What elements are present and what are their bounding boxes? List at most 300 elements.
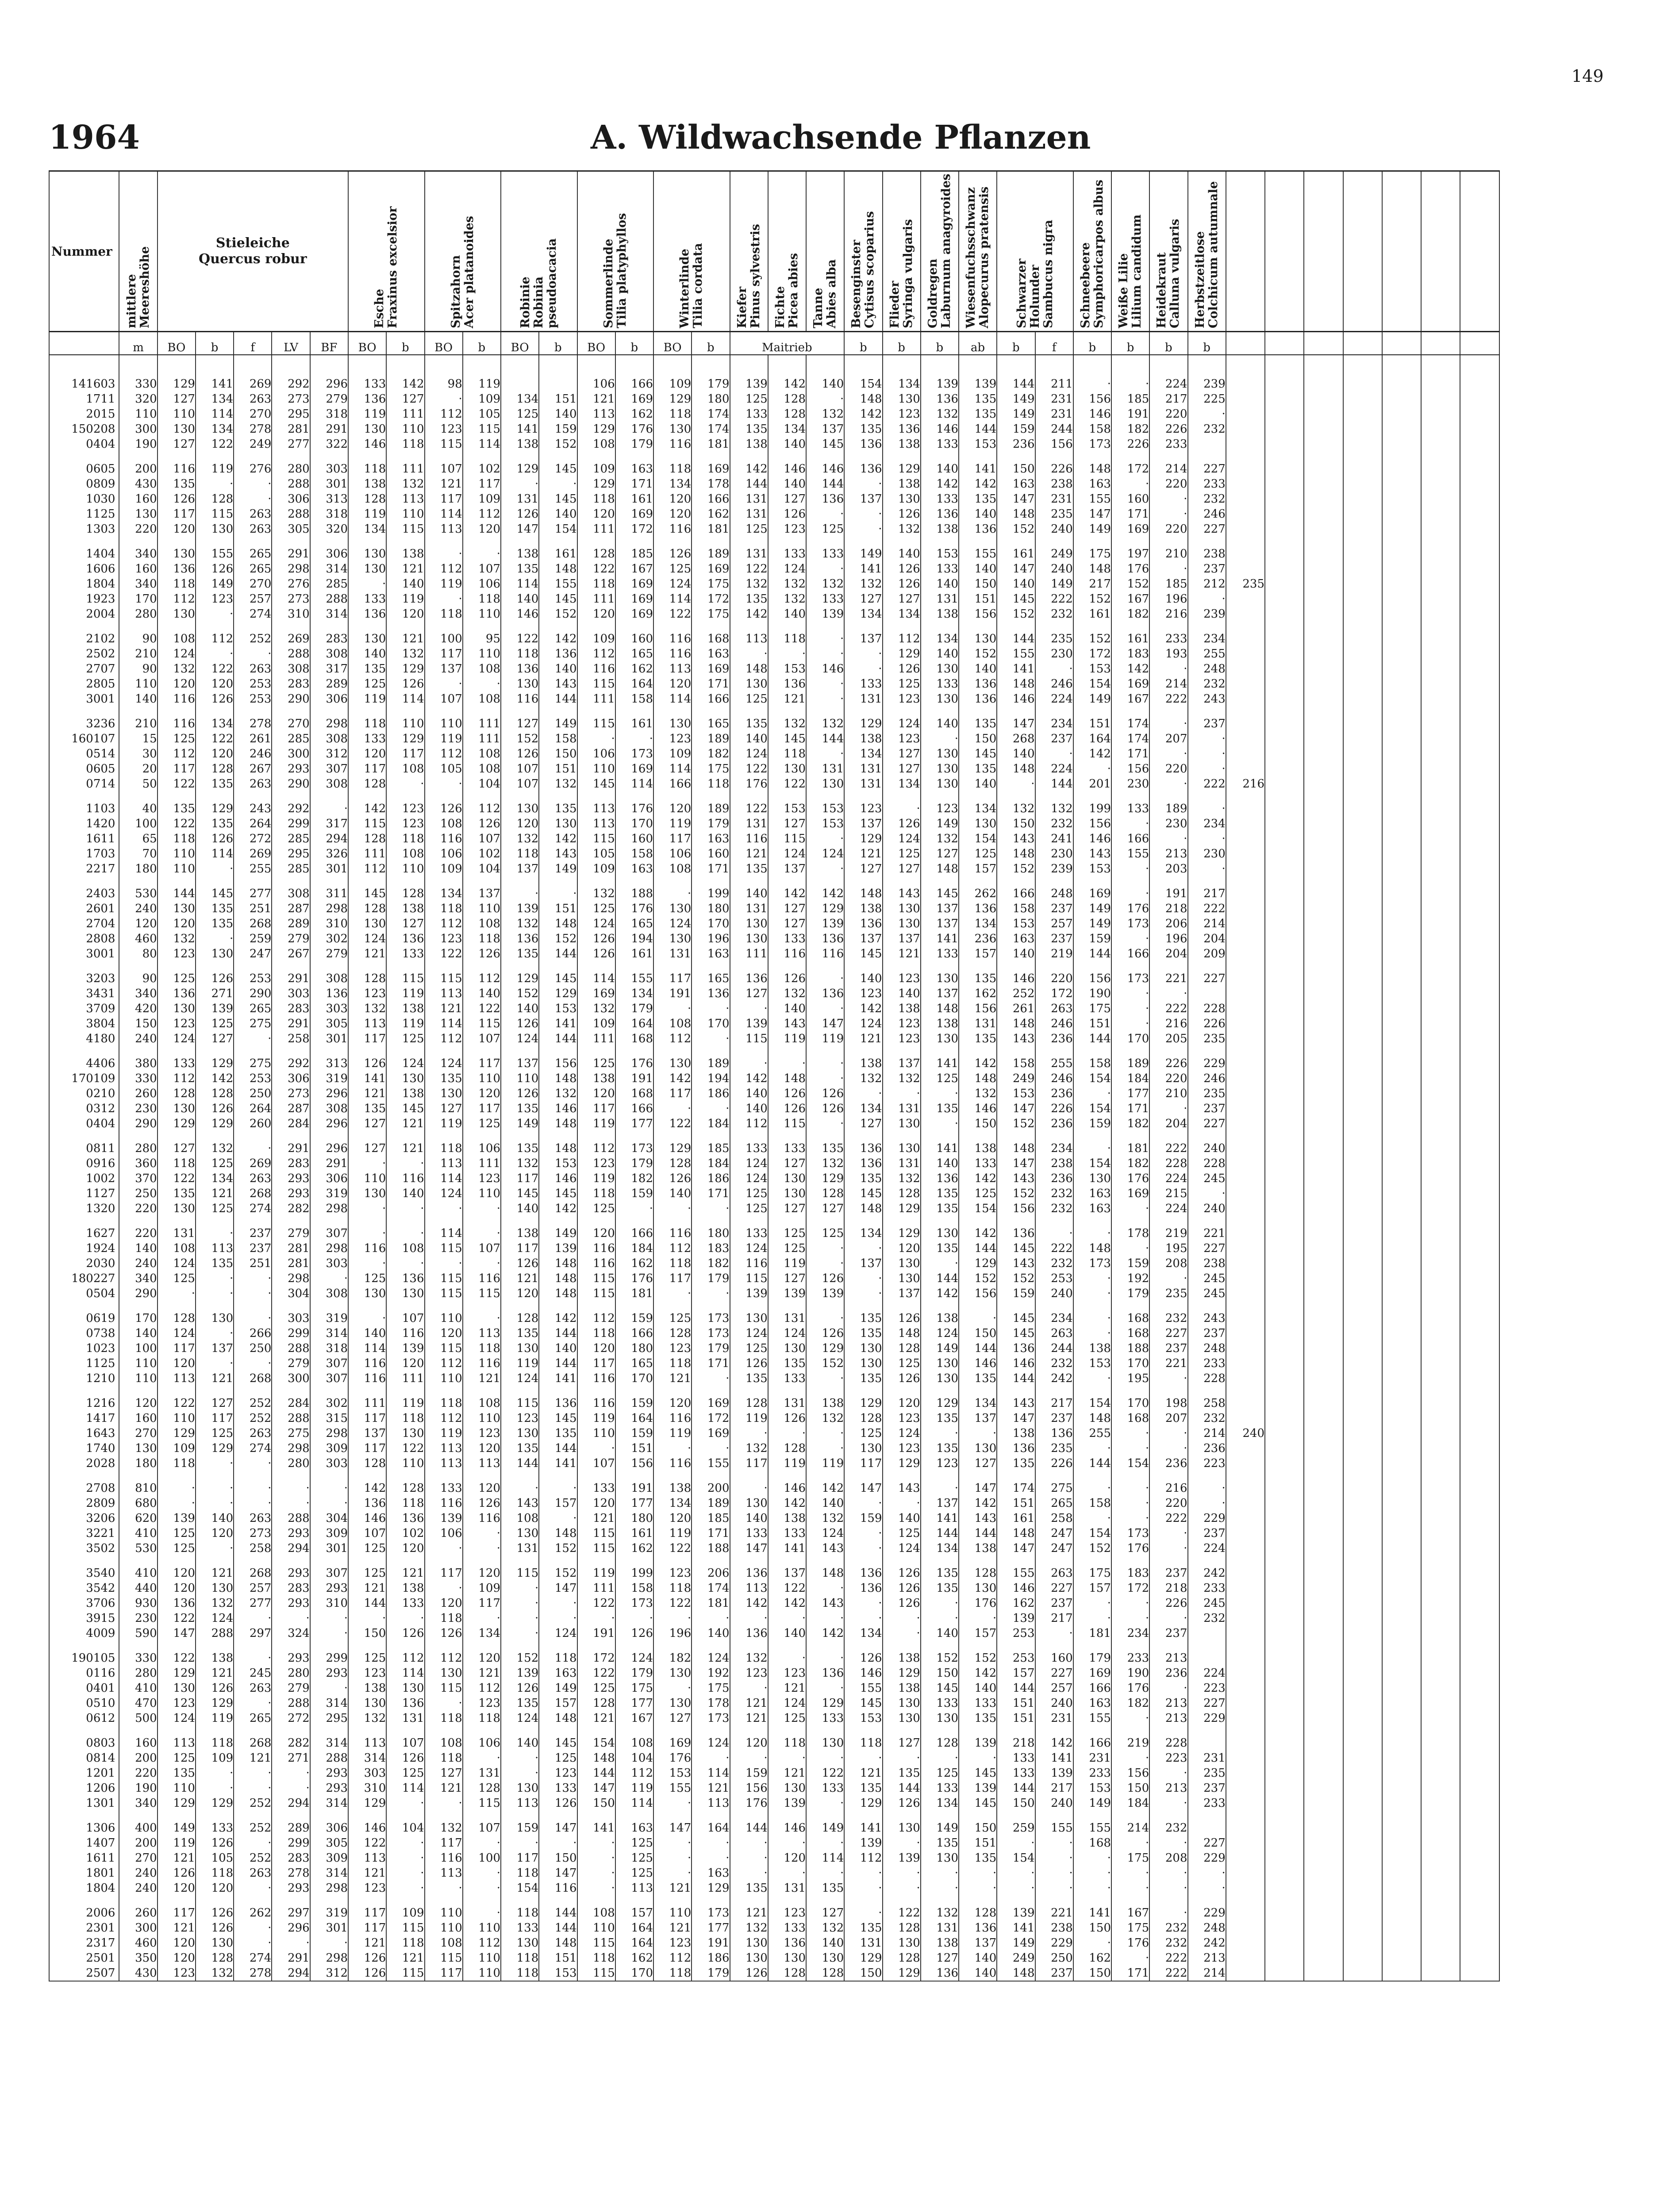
empty-cell <box>1343 1001 1382 1016</box>
empty-cell <box>1304 1526 1343 1541</box>
empty-cell <box>1382 916 1421 931</box>
gap-cell <box>1460 537 1499 546</box>
empty-cell <box>1265 1581 1304 1596</box>
table-cell: 281 <box>272 1256 310 1271</box>
table-cell: 126 <box>883 1596 921 1611</box>
table-cell: 268 <box>234 1736 272 1751</box>
table-cell: 224 <box>1149 376 1187 392</box>
empty-cell <box>1460 1156 1499 1171</box>
table-cell: 229 <box>1188 1851 1226 1866</box>
table-cell: 293 <box>272 1186 310 1201</box>
table-cell: 118 <box>463 1341 501 1356</box>
empty-cell <box>1226 1256 1265 1271</box>
table-cell: 291 <box>310 1156 348 1171</box>
gap-cell <box>692 961 730 971</box>
empty-cell <box>1382 886 1421 901</box>
table-cell: 129 <box>348 1796 386 1811</box>
table-cell: 128 <box>883 1920 921 1936</box>
empty-cell <box>1343 1171 1382 1186</box>
gap-cell <box>1226 1131 1265 1141</box>
table-cell: 115 <box>425 1271 463 1286</box>
table-cell: 139 <box>158 1511 196 1526</box>
table-cell: 125 <box>196 1016 234 1031</box>
table-cell: 172 <box>692 591 730 607</box>
table-cell: 301 <box>310 1031 348 1046</box>
table-cell: 140 <box>921 461 959 476</box>
empty-cell <box>1265 1905 1304 1920</box>
table-cell: 118 <box>577 1326 615 1341</box>
table-cell: 114 <box>501 576 539 591</box>
empty-cell <box>1343 1766 1382 1781</box>
empty-cell <box>1382 1481 1421 1496</box>
empty-cell <box>1226 546 1265 561</box>
table-cell: 135 <box>730 1371 768 1386</box>
table-cell: 122 <box>463 1001 501 1016</box>
table-cell: 226 <box>1149 1596 1187 1611</box>
table-cell: 165 <box>615 916 653 931</box>
table-cell: 245 <box>1188 1171 1226 1186</box>
empty-cell <box>1421 1116 1460 1131</box>
table-cell: 124 <box>158 1256 196 1271</box>
empty-cell <box>1304 1711 1343 1726</box>
table-cell: 166 <box>692 492 730 507</box>
table-cell: 136 <box>844 916 882 931</box>
table-cell: 249 <box>997 1071 1035 1086</box>
station-number: 0404 <box>49 437 119 452</box>
table-cell: 250 <box>1035 1951 1073 1966</box>
table-cell: 160 <box>119 1411 157 1426</box>
gap-cell <box>1188 876 1226 886</box>
table-cell: 132 <box>730 1651 768 1666</box>
table-cell: 139 <box>730 376 768 392</box>
gap-cell <box>539 537 577 546</box>
table-cell: 301 <box>310 476 348 492</box>
table-row <box>49 1781 1499 1796</box>
table-cell: 147 <box>997 1541 1035 1556</box>
table-cell: 137 <box>768 1566 806 1581</box>
table-cell: 222 <box>1149 1951 1187 1966</box>
table-cell: 137 <box>425 661 463 676</box>
table-cell: 188 <box>692 1541 730 1556</box>
table-cell: 148 <box>730 661 768 676</box>
table-cell: 217 <box>1035 1611 1073 1626</box>
table-cell: 151 <box>1073 1016 1111 1031</box>
table-cell: 136 <box>158 561 196 576</box>
table-cell: 121 <box>653 1881 692 1896</box>
table-cell: 146 <box>806 461 844 476</box>
table-cell: 173 <box>1111 971 1149 986</box>
table-cell: 275 <box>234 1056 272 1071</box>
table-cell: · <box>1149 716 1187 731</box>
table-cell: · <box>921 1426 959 1441</box>
empty-cell <box>1304 831 1343 846</box>
table-cell: 150 <box>348 1626 386 1641</box>
empty-cell <box>1304 1696 1343 1711</box>
table-cell: 291 <box>272 546 310 561</box>
gap-cell <box>615 452 653 461</box>
empty-cell <box>1226 1541 1265 1556</box>
table-cell: 113 <box>425 986 463 1001</box>
table-cell: · <box>234 1920 272 1936</box>
table-cell: 145 <box>539 1736 577 1751</box>
table-cell: 172 <box>1111 1581 1149 1596</box>
table-cell: 108 <box>501 1511 539 1526</box>
table-cell: 260 <box>119 1086 157 1101</box>
table-cell: 117 <box>386 746 424 761</box>
empty-cell <box>1460 676 1499 691</box>
empty-cell <box>1382 731 1421 746</box>
group-gap <box>49 622 1499 631</box>
station-number: 3502 <box>49 1541 119 1556</box>
station-number: 0401 <box>49 1681 119 1696</box>
table-cell: 117 <box>348 1411 386 1426</box>
table-cell: 132 <box>501 1156 539 1171</box>
table-cell: 128 <box>348 776 386 791</box>
gap-cell <box>1421 1046 1460 1056</box>
table-cell: 118 <box>158 1456 196 1471</box>
gap-cell <box>1149 961 1187 971</box>
table-cell: 176 <box>1111 1171 1149 1186</box>
empty-cell <box>1343 916 1382 931</box>
table-cell: 158 <box>1073 1056 1111 1071</box>
gap-cell <box>615 1811 653 1820</box>
table-cell: 170 <box>1111 1356 1149 1371</box>
table-cell: 104 <box>615 1751 653 1766</box>
table-cell: 246 <box>1035 1016 1073 1031</box>
table-cell: 151 <box>615 1441 653 1456</box>
table-cell: 174 <box>1111 716 1149 731</box>
table-cell: · <box>463 1526 501 1541</box>
table-row <box>49 591 1499 607</box>
table-cell: 253 <box>234 691 272 707</box>
gap-cell <box>1382 876 1421 886</box>
table-cell: 144 <box>806 476 844 492</box>
table-cell: 166 <box>1073 1736 1111 1751</box>
empty-cell <box>1382 846 1421 861</box>
gap-cell <box>196 1556 234 1566</box>
table-cell: 132 <box>730 576 768 591</box>
empty-cell <box>1265 661 1304 676</box>
table-row <box>49 1016 1499 1031</box>
table-cell: 182 <box>1111 1156 1149 1171</box>
table-cell: 110 <box>577 1426 615 1441</box>
table-cell: 290 <box>272 776 310 791</box>
table-cell: 107 <box>386 1736 424 1751</box>
empty-cell <box>1421 776 1460 791</box>
table-cell: 146 <box>997 691 1035 707</box>
table-cell: 117 <box>463 1596 501 1611</box>
empty-cell <box>1382 746 1421 761</box>
gap-cell <box>1188 1896 1226 1905</box>
empty-cell <box>1421 986 1460 1001</box>
table-cell: 127 <box>883 591 921 607</box>
table-cell: · <box>463 1226 501 1241</box>
gap-cell <box>653 1726 692 1736</box>
table-cell: 143 <box>539 676 577 691</box>
table-row <box>49 1171 1499 1186</box>
table-cell: 207 <box>1149 1411 1187 1426</box>
empty-cell <box>1343 1426 1382 1441</box>
table-cell: 224 <box>1149 1171 1187 1186</box>
table-cell: 119 <box>425 576 463 591</box>
station-number: 1703 <box>49 846 119 861</box>
empty-cell <box>1382 1626 1421 1641</box>
spacer-cell <box>1460 355 1499 376</box>
empty-cell <box>1343 1356 1382 1371</box>
table-cell: 151 <box>539 392 577 407</box>
table-cell: 139 <box>997 1905 1035 1920</box>
table-cell: 142 <box>768 376 806 392</box>
gap-cell <box>1111 1131 1149 1141</box>
table-cell: 314 <box>310 561 348 576</box>
empty-cell <box>1421 1141 1460 1156</box>
gap-cell <box>653 1896 692 1905</box>
table-cell: 141 <box>959 461 997 476</box>
table-cell: · <box>768 1751 806 1766</box>
table-cell: 130 <box>883 1116 921 1131</box>
table-cell: 148 <box>997 846 1035 861</box>
gap-cell <box>234 1216 272 1226</box>
table-cell: 288 <box>310 1751 348 1766</box>
table-cell: 285 <box>272 831 310 846</box>
table-cell: · <box>539 886 577 901</box>
table-cell: 129 <box>844 1796 882 1811</box>
table-cell: 142 <box>844 1001 882 1016</box>
table-cell: 135 <box>806 1881 844 1896</box>
table-cell: 143 <box>883 886 921 901</box>
table-cell: 118 <box>425 1611 463 1626</box>
table-cell: · <box>806 1116 844 1131</box>
table-cell: 121 <box>768 1681 806 1696</box>
table-cell: 293 <box>310 1666 348 1681</box>
table-cell: 181 <box>692 437 730 452</box>
table-cell: 261 <box>234 731 272 746</box>
table-cell: 140 <box>883 1511 921 1526</box>
empty-cell <box>1421 931 1460 946</box>
empty-cell <box>1382 1326 1421 1341</box>
table-cell: 146 <box>1073 407 1111 422</box>
empty-cell <box>1226 1016 1265 1031</box>
table-cell: 114 <box>653 761 692 776</box>
table-cell: 110 <box>501 1071 539 1086</box>
gap-cell <box>692 537 730 546</box>
empty-cell <box>1421 1511 1460 1526</box>
table-cell: · <box>806 1866 844 1881</box>
table-cell: 125 <box>921 1071 959 1086</box>
table-cell: 142 <box>539 831 577 846</box>
gap-cell <box>539 622 577 631</box>
table-cell: 135 <box>844 422 882 437</box>
table-cell: 130 <box>653 901 692 916</box>
table-cell: 114 <box>425 1171 463 1186</box>
empty-cell <box>1265 1071 1304 1086</box>
table-cell: 149 <box>539 861 577 876</box>
table-cell: 124 <box>844 1016 882 1031</box>
table-cell: 108 <box>425 816 463 831</box>
gap-cell <box>386 1471 424 1481</box>
table-cell: 133 <box>348 591 386 607</box>
table-cell: 125 <box>348 676 386 691</box>
table-cell: 162 <box>615 1541 653 1556</box>
table-cell: 222 <box>1149 1966 1187 1981</box>
table-cell: 186 <box>692 1171 730 1186</box>
table-cell: 127 <box>348 1116 386 1131</box>
table-cell: · <box>158 1286 196 1301</box>
table-cell: 185 <box>692 1511 730 1526</box>
spacer-cell <box>1343 355 1382 376</box>
table-cell: · <box>310 1481 348 1496</box>
empty-cell <box>1343 931 1382 946</box>
table-cell: 295 <box>272 407 310 422</box>
table-cell: · <box>501 1581 539 1596</box>
table-cell: 169 <box>692 1396 730 1411</box>
empty-cell <box>1304 1286 1343 1301</box>
gap-cell <box>806 537 844 546</box>
gap-cell <box>234 452 272 461</box>
table-cell: 236 <box>1035 1171 1073 1186</box>
empty-cell <box>1226 986 1265 1001</box>
table-cell: 126 <box>386 676 424 691</box>
table-cell: 116 <box>577 1241 615 1256</box>
table-cell: 220 <box>1149 407 1187 422</box>
empty-cell <box>1226 1001 1265 1016</box>
table-cell: 122 <box>196 661 234 676</box>
table-cell: 112 <box>158 746 196 761</box>
table-cell: 118 <box>653 1356 692 1371</box>
table-cell: 176 <box>615 1056 653 1071</box>
table-cell: 145 <box>348 886 386 901</box>
table-cell: 122 <box>158 816 196 831</box>
empty-cell <box>1382 971 1421 986</box>
table-cell: 175 <box>1111 1920 1149 1936</box>
table-cell: 226 <box>1035 1101 1073 1116</box>
empty-cell <box>1460 1171 1499 1186</box>
table-cell: 128 <box>348 971 386 986</box>
empty-column <box>1343 171 1382 332</box>
spacer-cell <box>386 355 424 376</box>
gap-cell <box>959 1896 997 1905</box>
gap-cell <box>1073 1216 1111 1226</box>
table-cell: 180 <box>692 392 730 407</box>
table-cell: 130 <box>653 931 692 946</box>
empty-cell <box>1382 1201 1421 1216</box>
empty-cell <box>1382 1581 1421 1596</box>
table-cell: 112 <box>425 561 463 576</box>
table-cell: 140 <box>959 1951 997 1966</box>
table-cell: 214 <box>1111 1820 1149 1836</box>
table-cell: 219 <box>1111 1736 1149 1751</box>
table-cell: 261 <box>997 1001 1035 1016</box>
table-cell: 168 <box>1111 1411 1149 1426</box>
table-cell: 148 <box>539 561 577 576</box>
table-cell: · <box>234 1356 272 1371</box>
table-cell: 111 <box>348 846 386 861</box>
table-cell: 146 <box>959 1101 997 1116</box>
table-cell: · <box>425 1201 463 1216</box>
gap-cell <box>997 876 1035 886</box>
table-cell: 175 <box>692 1681 730 1696</box>
table-cell: · <box>959 1426 997 1441</box>
table-cell: 153 <box>959 437 997 452</box>
table-cell: 155 <box>1111 846 1149 861</box>
empty-cell <box>1460 861 1499 876</box>
table-cell: 229 <box>1188 1711 1226 1726</box>
table-cell: 130 <box>730 931 768 946</box>
table-cell: 149 <box>539 1681 577 1696</box>
table-cell: 152 <box>997 861 1035 876</box>
gap-cell <box>997 1471 1035 1481</box>
table-cell: 131 <box>501 492 539 507</box>
table-cell: 119 <box>577 1116 615 1131</box>
table-cell: 133 <box>844 676 882 691</box>
table-cell: 120 <box>883 1396 921 1411</box>
gap-cell <box>234 1896 272 1905</box>
gap-cell <box>272 1046 310 1056</box>
table-cell: 136 <box>959 1920 997 1936</box>
table-cell: 130 <box>883 1256 921 1271</box>
table-cell: 130 <box>501 676 539 691</box>
table-cell: 175 <box>692 607 730 622</box>
empty-cell <box>1226 407 1265 422</box>
gap-cell <box>692 1301 730 1311</box>
table-cell: · <box>577 1851 615 1866</box>
table-cell: 295 <box>310 1711 348 1726</box>
table-cell: · <box>959 1866 997 1881</box>
table-cell: · <box>196 1766 234 1781</box>
table-cell: 217 <box>1073 576 1111 591</box>
table-cell: 268 <box>234 916 272 931</box>
table-cell: 291 <box>272 1141 310 1156</box>
table-cell: 220 <box>1149 761 1187 776</box>
table-cell: 108 <box>463 916 501 931</box>
station-number: 0510 <box>49 1696 119 1711</box>
table-cell: 249 <box>997 1951 1035 1966</box>
table-cell: 165 <box>615 646 653 661</box>
gap-cell <box>1226 622 1265 631</box>
table-cell: 164 <box>615 676 653 691</box>
gap-cell <box>196 707 234 716</box>
table-cell: 175 <box>692 761 730 776</box>
table-cell: 118 <box>425 1396 463 1411</box>
gap-cell <box>1188 961 1226 971</box>
table-cell: · <box>768 1651 806 1666</box>
table-row <box>49 1456 1499 1471</box>
group-gap <box>49 961 1499 971</box>
table-cell: 127 <box>844 591 882 607</box>
empty-cell <box>1460 1396 1499 1411</box>
table-cell: 135 <box>921 1411 959 1426</box>
table-cell: 168 <box>1111 1326 1149 1341</box>
table-cell: 140 <box>883 986 921 1001</box>
table-cell: 113 <box>158 1736 196 1751</box>
empty-cell <box>1265 1851 1304 1866</box>
empty-cell <box>1421 1371 1460 1386</box>
table-cell: 275 <box>272 1426 310 1441</box>
table-cell: 134 <box>844 607 882 622</box>
gap-cell <box>1226 1046 1265 1056</box>
table-cell: · <box>1111 1241 1149 1256</box>
gap-cell <box>1265 707 1304 716</box>
table-cell: 298 <box>272 1271 310 1286</box>
empty-cell <box>1265 691 1304 707</box>
table-cell: 113 <box>158 1371 196 1386</box>
table-cell: 232 <box>1035 1256 1073 1271</box>
empty-cell <box>1304 1781 1343 1796</box>
gap-cell <box>921 1131 959 1141</box>
table-cell: 139 <box>959 376 997 392</box>
table-cell: · <box>806 1001 844 1016</box>
empty-cell <box>1343 1596 1382 1611</box>
